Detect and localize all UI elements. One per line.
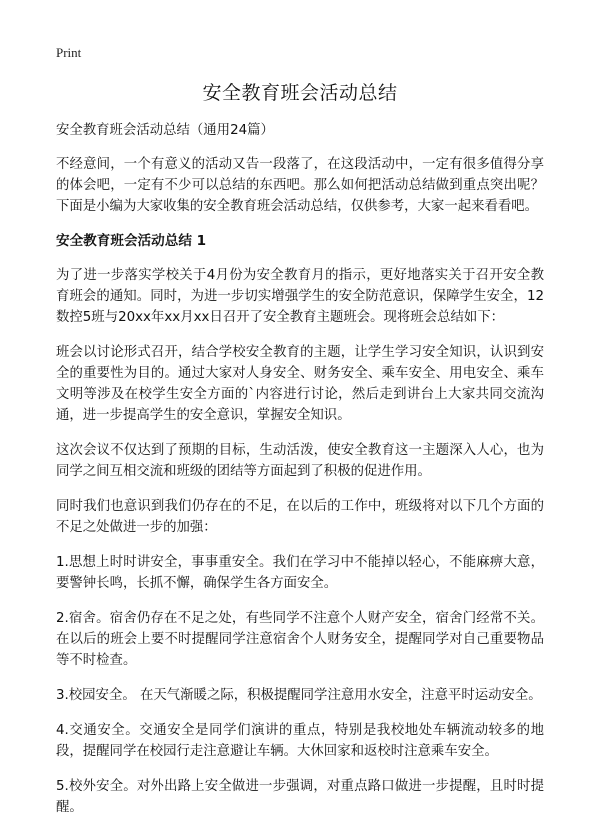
paragraph: 为了进一步落实学校关于4月份为安全教育月的指示，更好地落实关于召开安全教育班会的通知。同时，为进一步切实增强学生的安全防范意识，保障学生安全，12数控5班与20xx年xx月xx日召开了安全教育主题班会。现将班会总结如下： (56, 268, 544, 325)
paragraph: 同时我们也意识到我们仍存在的不足，在以后的工作中，班级将对以下几个方面的不足之处做进一步的加强： (56, 499, 544, 535)
section-heading: 安全教育班会活动总结 1 (56, 233, 207, 249)
paragraph: 班会以讨论形式召开，结合学校安全教育的主题，让学生学习安全知识，认识到安全的重要性为目的。通过大家对人身安全、财务安全、乘车安全、用电安全、乘车文明等涉及在校学生安全方面的`内容进行讨论，然后走到讲台上大家共同交流沟通，进一步提高学生的安全意识，掌握安全知识。 (56, 345, 544, 423)
intro-paragraph: 不经意间，一个有意义的活动又告一段落了，在这段活动中，一定有很多值得分享的体会吧，一定有不少可以总结的东西吧。那么如何把活动总结做到重点突出呢？下面是小编为大家收集的安全教育班会活动总结，仅供参考，大家一起来看看吧。 (56, 157, 544, 214)
list-item-3: 3.校园安全。 在天气渐暖之际，积极提醒同学注意用水安全，注意平时运动安全。 (56, 688, 542, 703)
list-item-1: 1.思想上时时讲安全，事事重安全。我们在学习中不能掉以轻心，不能麻痹大意，要警钟长鸣，长抓不懈，确保学生各方面安全。 (56, 555, 544, 591)
article-body (56, 120, 544, 832)
list-item-2: 2.宿舍。宿舍仍存在不足之处，有些同学不注意个人财产安全，宿舍门经常不关。在以后的班会上要不时提醒同学注意宿舍个人财务安全，提醒同学对自己重要物品等不时检查。 (56, 611, 544, 668)
list-item-4: 4.交通安全。交通安全是同学们演讲的重点，特别是我校地处车辆流动较多的地段，提醒同学在校园行走注意避让车辆。大休回家和返校时注意乘车安全。 (56, 723, 544, 759)
print-link[interactable]: Print (56, 45, 82, 60)
paragraph: 这次会议不仅达到了预期的目标，生动活泼，使安全教育这一主题深入人心，也为同学之间互相交流和班级的团结等方面起到了积极的促进作用。 (56, 443, 544, 479)
list-item-5: 5.校外安全。对外出路上安全做进一步强调，对重点路口做进一步提醒，且时时提醒。 (56, 779, 544, 815)
page-title: 安全教育班会活动总结 (202, 82, 398, 104)
article-subtitle: 安全教育班会活动总结（通用24篇） (56, 123, 274, 138)
